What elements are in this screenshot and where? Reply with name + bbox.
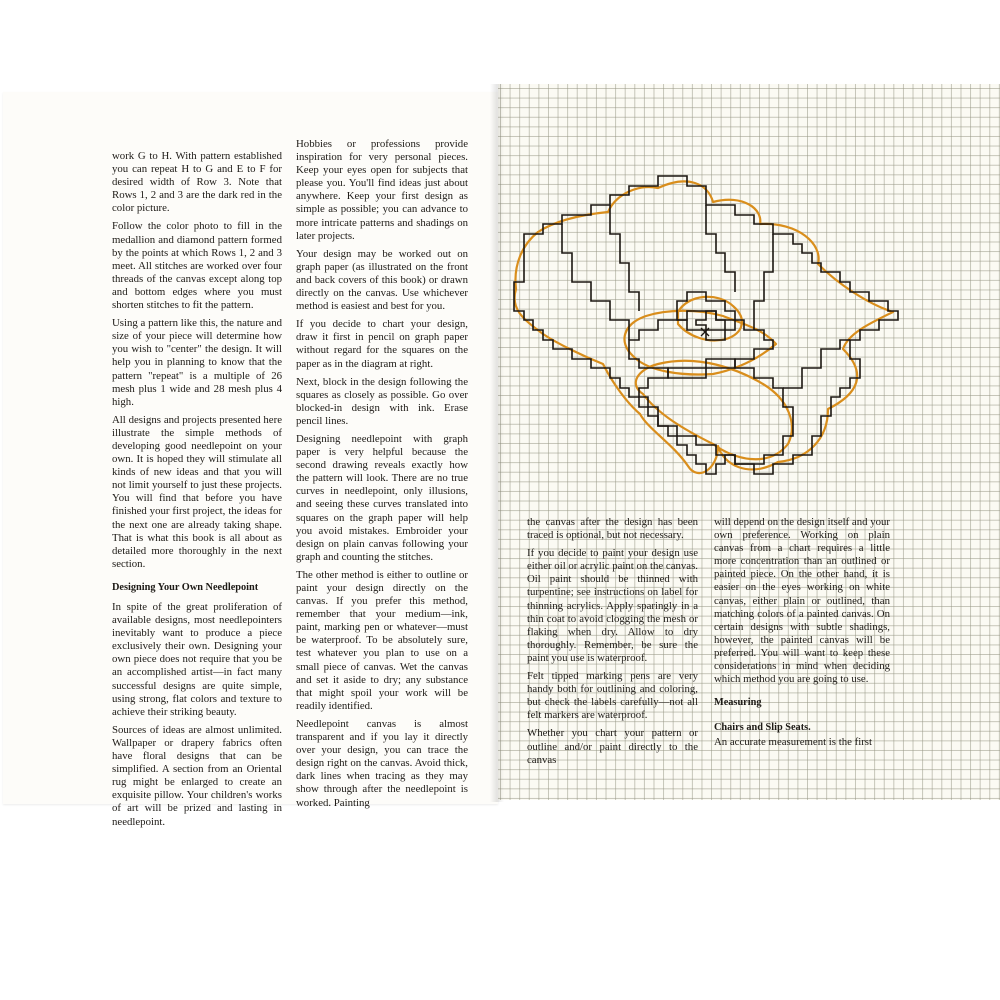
text-column-2 [296,138,468,815]
paragraph: the canvas after the design has been traced is optional, but not necessary. [527,516,698,542]
subsection-heading: Chairs and Slip Seats. [714,722,811,734]
paragraph: Follow the color photo to fill in the medallion and diamond pattern formed by the points at which Rows 1, 2 and 3 meet. All stitches are worked over four threads of the canvas except along top and bottom edges where you must shorten stitches to fit the pattern. [112,220,282,312]
paragraph: will depend on the design itself and your own preference. Working on plain canvas from a chart requires a little more concentration than an outlined or painted piece. On the other hand, it is easier on the eyes working on white canvas, either plain or outlined, than matching colors of a painted canvas. On certain designs with subtle shadings, however, the painted canvas will be preferred. You will want to keep these considerations in mind when deciding which method you are going to use. [714,516,891,686]
text-column-1 [112,150,282,834]
section-heading: Measuring [714,697,762,709]
paragraph: Needlepoint canvas is almost transparent and if you lay it directly over your design, you can trace the design right on the canvas. Avoid thick, dark lines when tracing as they may show through after the needlepoint is worked. Painting [296,717,468,809]
paragraph: If you decide to chart your design, draw it first in pencil on graph paper without regard for the squares on the paper as in the diagram at right. [296,318,468,370]
paragraph: Designing needlepoint with graph paper is very helpful because the second drawing reveals exactly how the pattern will look. There are no true curves in needlepoint, only illusions, and seeing these curves translated into squares on the graph paper will help you avoid mistakes. Embroider your design on plain canvas following your graph and counting the stitches. [296,432,468,563]
paragraph: Whether you chart your pattern or outline and/or paint directly to the canvas [527,727,698,766]
freehand-outline [515,181,893,473]
section-heading: Designing Your Own Needlepoint [112,581,259,593]
paragraph: work G to H. With pattern established you can repeat H to G and E to F for desired width of Row 3. Note that Rows 1, 2 and 3 are the dark red in the color picture. [112,150,282,215]
blocked-outline [514,176,898,474]
text-column-4 [714,516,890,755]
paragraph: Felt tipped marking pens are very handy both for outlining and coloring, but check the labels carefully—not all felt markers are waterproof. [527,670,698,722]
paragraph: An accurate measurement is the first [714,736,872,749]
paragraph: Sources of ideas are almost unlimited. Wallpaper or drapery fabrics often have floral designs that can be simplified. A section from an Oriental rug might be enlarged to create an exquisite pillow. Your children's works of art will be prized and lasting in needlepoint. [112,723,282,828]
paragraph: Your design may be worked out on graph paper (as illustrated on the front and back covers of this book) or drawn directly on the canvas. Use whichever method is easiest and best for you. [296,247,468,313]
paragraph: Hobbies or professions provide inspiration for very personal pieces. Keep your eyes open for subjects that please you. You'll find ideas just about anywhere. Keep your first design as simple as possible; you can advance to more intricate patterns and shadings on later projects. [296,138,468,242]
paragraph: If you decide to paint your design use either oil or acrylic paint on the canvas. Oil paint should be thinned with turpentine; see instructions on label for thinning acrylics. Apply sparingly in a thin coat to avoid clogging the mesh or flaking when dry. Allow to dry thoroughly. Remember, be sure the paint you use is waterproof. [527,547,698,664]
paragraph: In spite of the great proliferation of available designs, most needlepointers inevitably want to produce a piece exclusively their own. Designing your own piece does not require that you be an accomplished artist—in fact many successful designs are quite simple, using strong, flat colors and texture to achieve their striking beauty. [112,601,282,718]
paragraph: Using a pattern like this, the nature and size of your piece will determine how you wish to "center" the design. It will help you in planning to know that the pattern "repeat" is a multiple of 26 mesh plus 1 wide and 28 mesh plus 4 high. [112,317,282,408]
paragraph: All designs and projects presented here illustrate the simple methods of developing good needlepoint on your own. It is hoped they will stimulate all kinds of new ideas and that you will not limit yourself to just these projects. You will find that before you have finished your first project, the ideas for the next one are already taking shape. That is what this book is all about as detailed more thoroughly in the next section. [112,413,282,570]
paragraph: Next, block in the design following the squares as closely as possible. Go over blocked-in design with ink. Erase pencil lines. [296,375,468,427]
text-column-3 [527,516,698,772]
paragraph: The other method is either to outline or paint your design directly on the canvas. If you prefer this method, remember that your medium—ink, paint, marking pen or whatever—must be waterproof. To be absolutely sure, test whatever you plan to use on a small piece of canvas. Wet the canvas and set it aside to dry; any substance that might spoil your work will be readily identified. [296,568,468,712]
